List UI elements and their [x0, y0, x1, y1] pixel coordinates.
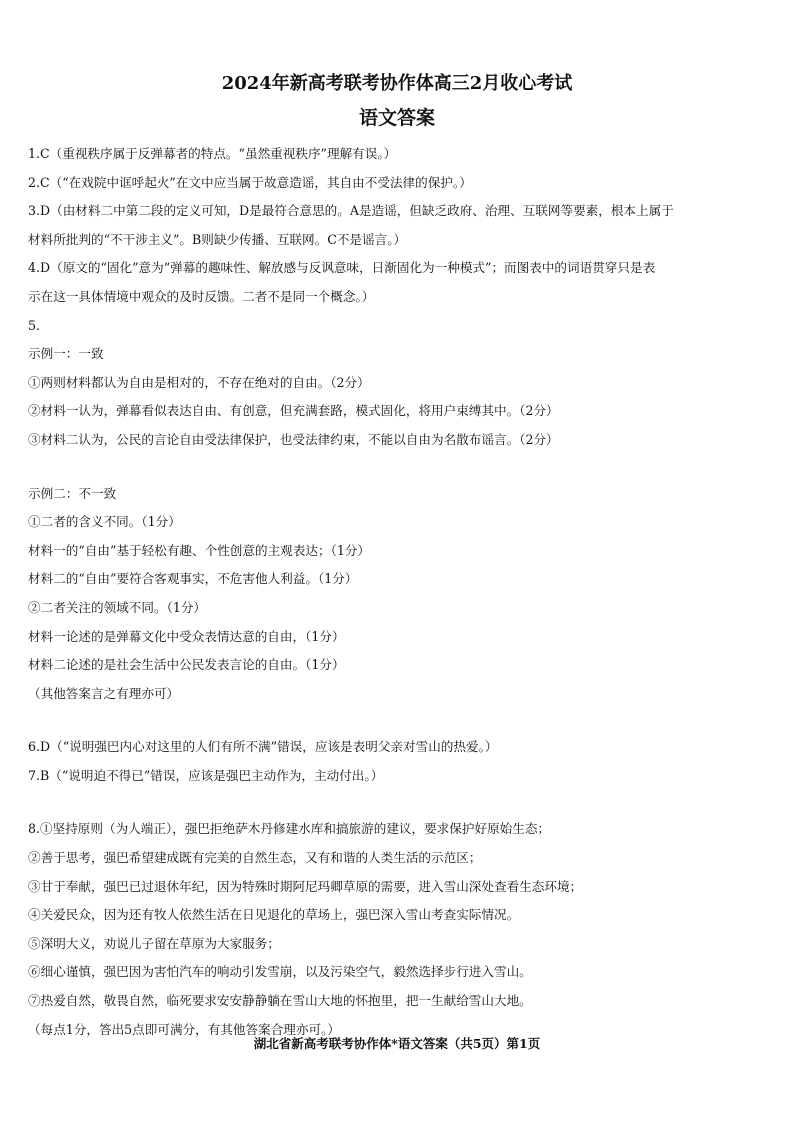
q5-example2-title: 示例二：不一致: [28, 485, 117, 501]
q5-example1-point1: ①两则材料都认为自由是相对的，不存在绝对的自由。（2分）: [28, 374, 370, 390]
spacer: [28, 455, 766, 480]
q5-example1-point3: ③材料二认为，公民的言论自由受法律保护，也受法律约束，不能以自由为名散布谣言。（2分）: [28, 431, 559, 447]
spacer: [28, 708, 766, 733]
answer-q8-note: （每点1分，答出5点即可满分，有其他答案合理亦可。）: [28, 1021, 340, 1037]
answer-q8-point1: 8.①坚持原则（为人端正），强巴拒绝萨木丹修建水库和搞旅游的建议，要求保护好原始生态；: [28, 821, 551, 837]
answer-q8-point5: ⑤深明大义，劝说儿子留在草原为大家服务；: [28, 935, 280, 951]
answer-q7: 7.B（“说明迫不得已”错误，应该是强巴主动作为，主动付出。）: [28, 767, 384, 783]
q5-example2-point3: 材料二的“自由”要符合客观事实，不危害他人利益。（1分）: [28, 571, 358, 587]
answer-q2: 2.C（“在戏院中诓呼起火”在文中应当属于故意造谣，其自由不受法律的保护。）: [28, 174, 472, 190]
q5-example1-point2: ②材料一认为，弹幕看似表达自由、有创意，但充满套路，模式固化，将用户束缚其中。（2分）: [28, 403, 559, 419]
answer-q1: 1.C（重视秩序属于反弹幕者的特点。“虽然重视秩序”理解有误。）: [28, 146, 397, 161]
q5-example1-title: 示例一：一致: [28, 346, 104, 362]
answer-q5-label: 5.: [28, 317, 41, 333]
page-footer: 湖北省新高考联考协作体*语文答案（共5页）第1页: [253, 1036, 541, 1051]
answer-q8-point3: ③甘于奉献，强巴已过退休年纪，因为特殊时期阿尼玛卿草原的需要，进入雪山深处查看生态环境；: [28, 878, 583, 894]
page-title: 2024年新高考联考协作体高三2月收心考试: [221, 73, 573, 94]
spacer: [28, 790, 766, 815]
q5-example2-point4: ②二者关注的领域不同。（1分）: [28, 599, 207, 615]
page-subtitle: 语文答案: [358, 107, 435, 129]
answer-q6: 6.D（“说明强巴内心对这里的人们有所不满”错误，应该是表明父亲对雪山的热爱。）: [28, 739, 498, 755]
q5-example2-point6: 材料二论述的是社会生活中公民发表言论的自由。（1分）: [28, 657, 345, 673]
q5-example2-point2: 材料一的“自由”基于轻松有趣、个性创意的主观表达；（1分）: [28, 542, 371, 558]
answer-q3-line2: 材料所批判的“不干涉主义”。B则缺少传播、互联网。C不是谣言。）: [28, 231, 407, 247]
answer-q4-line1: 4.D（原文的“固化”意为“弹幕的趣味性、解放感与反讽意味，日渐固化为一种模式”；而图表中的词语贯穿只是表: [28, 260, 656, 276]
answer-q8-point7: ⑦热爱自然，敬畏自然，临死要求安安静静躺在雪山大地的怀抱里，把一生献给雪山大地。: [28, 993, 532, 1009]
answer-q8-point6: ⑥细心谨慎，强巴因为害怕汽车的响动引发雪崩，以及污染空气，毅然选择步行进入雪山。: [28, 964, 532, 980]
answer-q8-point2: ②善于思考，强巴希望建成既有完美的自然生态，又有和谐的人类生活的示范区；: [28, 850, 482, 866]
q5-example2-point1: ①二者的含义不同。（1分）: [28, 514, 181, 530]
q5-example2-point5: 材料一论述的是弹幕文化中受众表情达意的自由，（1分）: [28, 628, 345, 644]
q5-note: （其他答案言之有理亦可）: [28, 685, 180, 701]
answer-q8-point4: ④关爱民众，因为还有牧人依然生活在日见退化的草场上，强巴深入雪山考查实际情况。: [28, 907, 520, 923]
answer-q4-line2: 示在这一具体情境中观众的及时反馈。二者不是同一个概念。）: [28, 288, 375, 304]
answer-q3-line1: 3.D（由材料二中第二段的定义可知，D是最符合意思的。A是造谣，但缺乏政府、治理、互联网等要素，根本上属于: [28, 203, 674, 219]
